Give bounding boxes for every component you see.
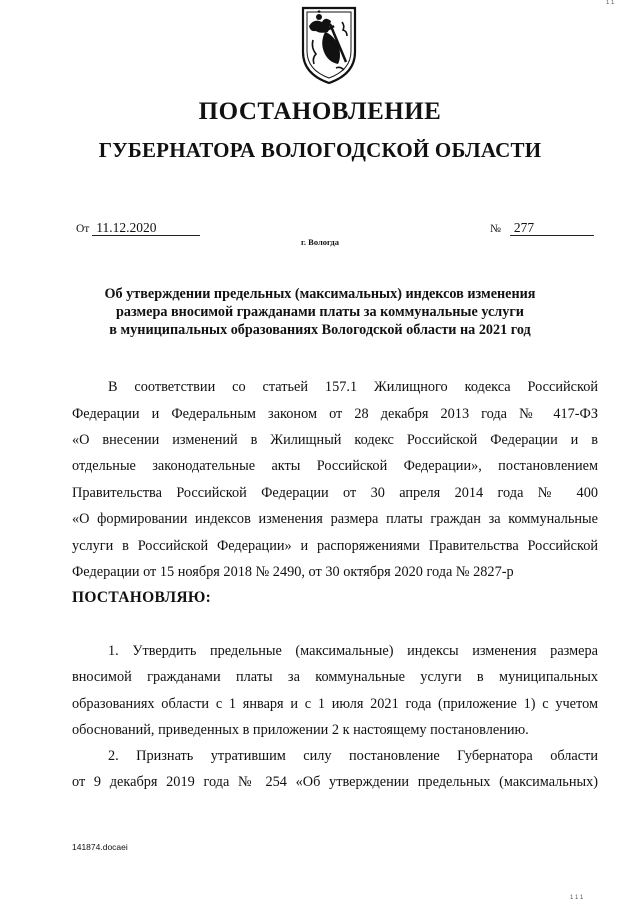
document-number: 277 <box>510 220 594 236</box>
number-row <box>490 220 594 236</box>
city-label: г. Вологда <box>301 237 339 247</box>
date-row <box>76 220 200 236</box>
vologda-coat-of-arms-icon <box>298 4 360 86</box>
document-date: 11.12.2020 <box>92 220 200 236</box>
preamble-line: отдельные законодательные акты Российской Федерации», постановлением <box>72 458 598 474</box>
corner-mark: 1 1 <box>606 0 615 6</box>
document-subtitle: ГУБЕРНАТОРА ВОЛОГОДСКОЙ ОБЛАСТИ <box>98 138 542 162</box>
page-mark: 1 1 1 <box>570 895 584 901</box>
footer-doc-code: 141874.docaei <box>72 842 128 852</box>
subject-line: в муниципальных образованиях Вологодской области на 2021 год <box>109 322 531 338</box>
preamble-line: услуги в Российской Федерации» и распоряжениями Правительства Российской <box>72 538 598 554</box>
document-title: ПОСТАНОВЛЕНИЕ <box>198 98 442 125</box>
item1-line: обоснований, приведенных в приложении 2 к настоящему постановлению. <box>72 722 529 738</box>
date-prefix: От <box>76 223 90 235</box>
item2-line: 2. Признать утратившим силу постановление Губернатора области <box>108 748 598 764</box>
subject-line: размера вносимой гражданами платы за коммунальные услуги <box>116 304 524 320</box>
item1-line: вносимой гражданами платы за коммунальные услуги в муниципальных <box>72 669 598 685</box>
preamble-line: «О внесении изменений в Жилищный кодекс Российской Федерации и в <box>72 432 598 448</box>
item2-line: от 9 декабря 2019 года № 254 «Об утверждении предельных (максимальных) <box>72 774 598 790</box>
preamble-line: Правительства Российской Федерации от 30 апреля 2014 года № 400 <box>72 485 598 501</box>
preamble-line: «О формировании индексов изменения размера платы граждан за коммунальные <box>72 511 598 527</box>
item1-line: образованиях области с 1 января и с 1 июля 2021 года (приложение 1) с учетом <box>72 696 598 712</box>
preamble-line: Федерации от 15 ноября 2018 № 2490, от 30 октября 2020 года № 2827-р <box>72 564 514 580</box>
subject-line: Об утверждении предельных (максимальных) индексов изменения <box>104 286 536 302</box>
decree-heading: ПОСТАНОВЛЯЮ: <box>72 589 212 606</box>
item1-line: 1. Утвердить предельные (максимальные) индексы изменения размера <box>108 643 598 659</box>
number-prefix: № <box>490 223 501 235</box>
preamble-line: Федерации и Федеральным законом от 28 декабря 2013 года № 417-ФЗ <box>72 406 598 422</box>
preamble-line: В соответствии со статьей 157.1 Жилищного кодекса Российской <box>108 379 598 395</box>
